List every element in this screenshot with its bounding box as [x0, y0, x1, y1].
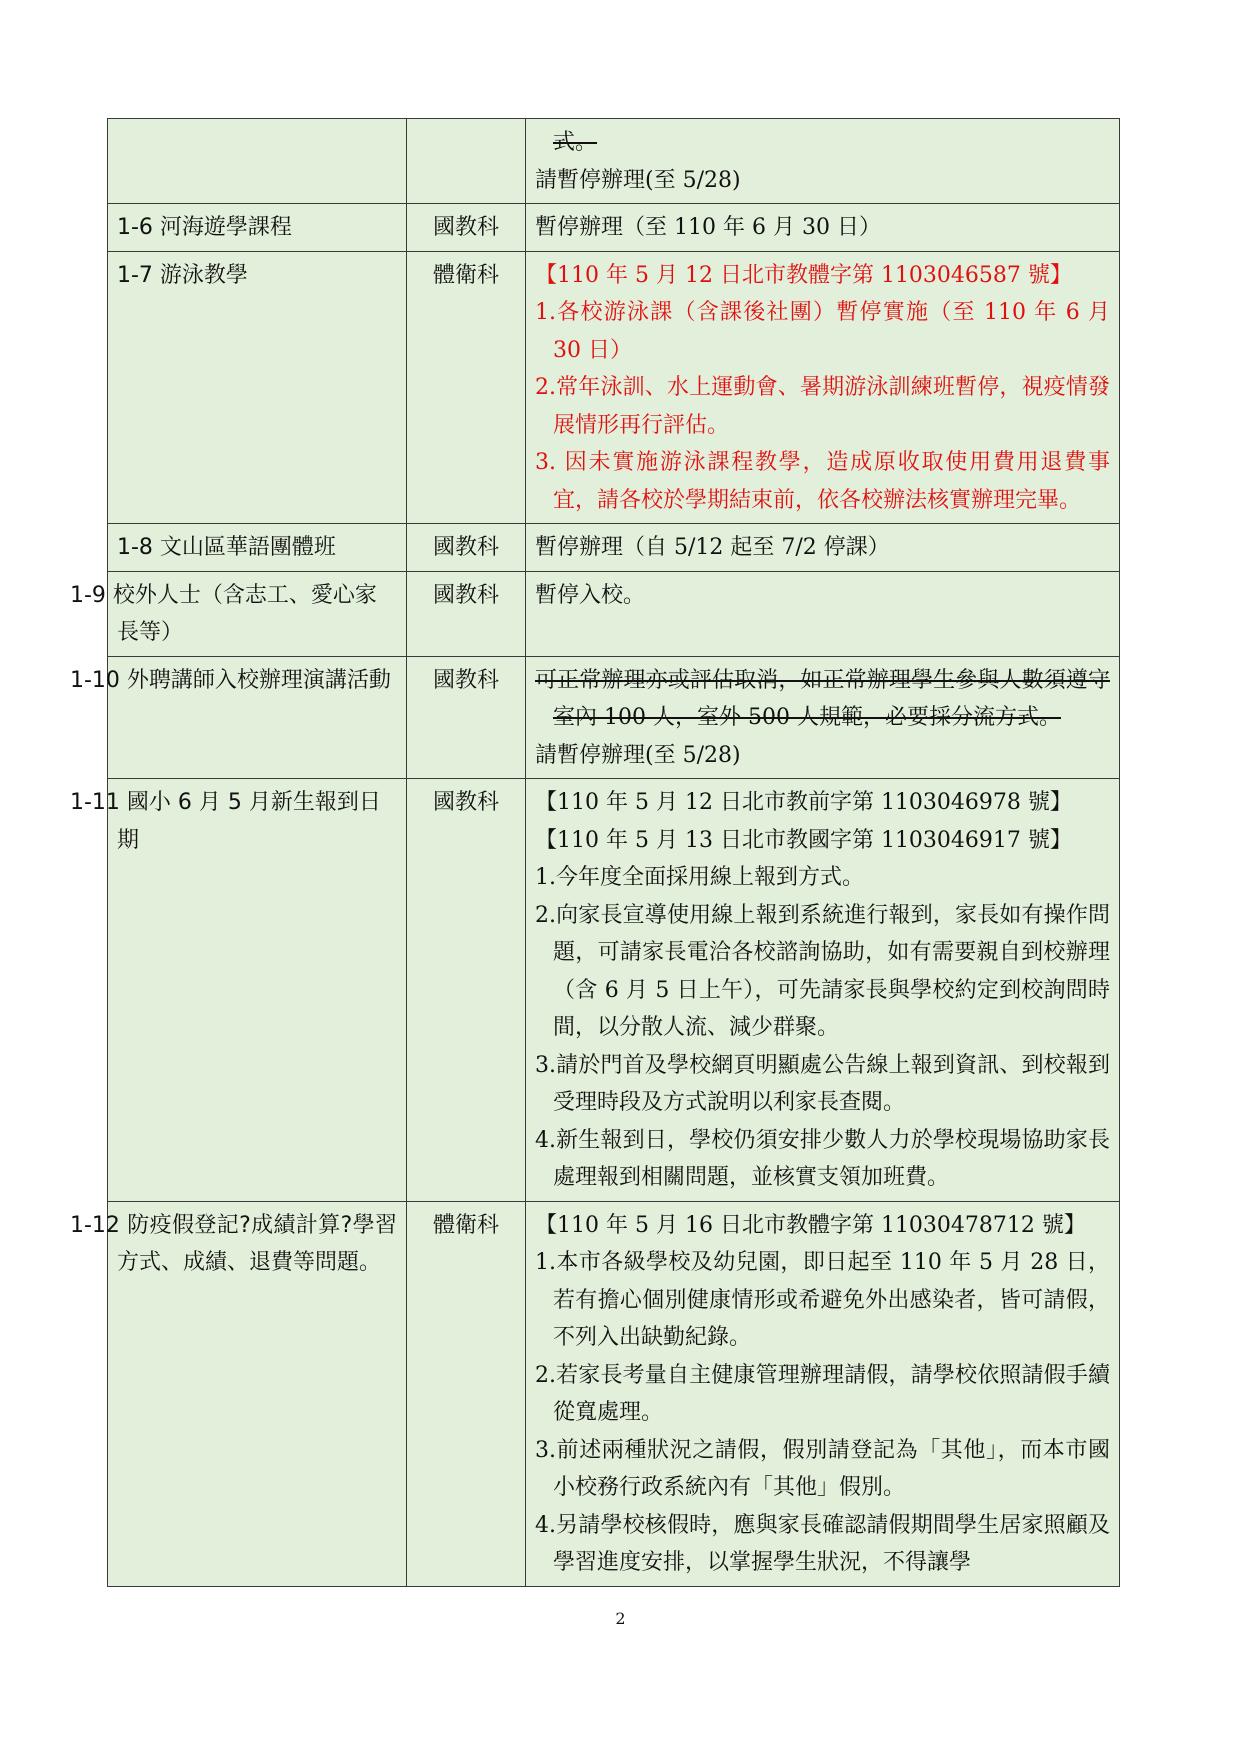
list-item: 4.新生報到日，學校仍須安排少數人力於學校現場協助家長處理報到相關問題，並核實支領加班費。 — [535, 1127, 1110, 1190]
item-cell: 1-6 河海遊學課程 — [108, 204, 407, 252]
document-reference: 【110 年 5 月 16 日北市教體字第 11030478712 號】 — [535, 1212, 1086, 1238]
list-item: 2.常年泳訓、水上運動會、暑期游泳訓練班暫停，視疫情發展情形再行評估。 — [535, 375, 1110, 438]
table-row — [108, 524, 1120, 572]
unit-cell: 國教科 — [407, 779, 526, 1202]
table-row — [108, 656, 1120, 779]
unit-cell: 體衛科 — [407, 251, 526, 524]
table-row — [108, 779, 1120, 1202]
document-reference: 【110 年 5 月 13 日北市教國字第 1103046917 號】 — [535, 827, 1072, 853]
content-cell — [526, 1201, 1120, 1586]
unit-cell — [407, 119, 526, 204]
document-reference: 【110 年 5 月 12 日北市教體字第 1103046587 號】 — [535, 262, 1072, 288]
table-row — [108, 251, 1120, 524]
item-cell: 1-7 游泳教學 — [108, 251, 407, 524]
item-cell: 1-12 防疫假登記?成績計算?學習方式、成績、退費等問題。 — [108, 1201, 407, 1586]
item-cell: 1-10 外聘講師入校辦理演講活動 — [108, 656, 407, 779]
list-item: 3.請於門首及學校網頁明顯處公告線上報到資訊、到校報到受理時段及方式說明以利家長查閱。 — [535, 1052, 1110, 1115]
item-cell — [108, 119, 407, 204]
item-cell: 1-11 國小 6 月 5 月新生報到日期 — [108, 779, 407, 1202]
list-item: 3.前述兩種狀況之請假，假別請登記為「其他」，而本市國小校務行政系統內有「其他」假別。 — [535, 1437, 1110, 1500]
list-item: 3. 因未實施游泳課程教學，造成原收取使用費用退費事宜，請各校於學期結束前，依各校辦法核實辦理完畢。 — [535, 450, 1110, 513]
measures-table — [70, 118, 1120, 1587]
unit-cell: 國教科 — [407, 571, 526, 656]
content-cell — [526, 779, 1120, 1202]
note-text: 請暫停辦理(至 5/28) — [535, 742, 741, 768]
list-item: 1.各校游泳課（含課後社團）暫停實施（至 110 年 6 月 30 日） — [535, 300, 1110, 363]
item-cell: 1-8 文山區華語團體班 — [108, 524, 407, 572]
table-row — [108, 119, 1120, 204]
content-cell — [526, 251, 1120, 524]
note-text: 請暫停辦理(至 5/28) — [535, 167, 741, 193]
table-row — [108, 204, 1120, 252]
content-cell — [526, 656, 1120, 779]
list-item: 4.另請學校核假時，應與家長確認請假期間學生居家照顧及學習進度安排，以掌握學生狀況，不得讓學 — [535, 1512, 1110, 1575]
unit-cell: 體衛科 — [407, 1201, 526, 1586]
table-row — [108, 1201, 1120, 1586]
content-cell: 暫停入校。 — [526, 571, 1120, 656]
struck-text: 式。 — [553, 130, 598, 155]
unit-cell: 國教科 — [407, 656, 526, 779]
unit-cell: 國教科 — [407, 204, 526, 252]
list-item: 2.若家長考量自主健康管理辦理請假，請學校依照請假手續從寬處理。 — [535, 1362, 1110, 1425]
document-reference: 【110 年 5 月 12 日北市教前字第 1103046978 號】 — [535, 790, 1072, 815]
page-number: 2 — [615, 1609, 626, 1628]
unit-cell: 國教科 — [407, 524, 526, 572]
content-cell: 暫停辦理（至 110 年 6 月 30 日） — [526, 204, 1120, 252]
list-item: 1.本市各級學校及幼兒園，即日起至 110 年 5 月 28 日，若有擔心個別健康情形或希避免外出感染者，皆可請假，不列入出缺勤紀錄。 — [535, 1250, 1110, 1350]
item-cell: 1-9 校外人士（含志工、愛心家長等） — [108, 571, 407, 656]
content-cell — [526, 119, 1120, 204]
list-item: 1.今年度全面採用線上報到方式。 — [535, 865, 864, 890]
struck-text: 可正常辦理亦或評估取消，如正常辦理學生參與人數須遵守室內 100 人，室外 500 人規範，必要採分流方式。 — [535, 667, 1110, 730]
table-row — [108, 571, 1120, 656]
content-cell: 暫停辦理（自 5/12 起至 7/2 停課） — [526, 524, 1120, 572]
list-item: 2.向家長宣導使用線上報到系統進行報到，家長如有操作問題，可請家長電洽各校諮詢協助，如有需要親自到校辦理（含 6 月 5 日上午），可先請家長與學校約定到校詢問時間，以分散人流、減少群聚。 — [535, 902, 1110, 1040]
